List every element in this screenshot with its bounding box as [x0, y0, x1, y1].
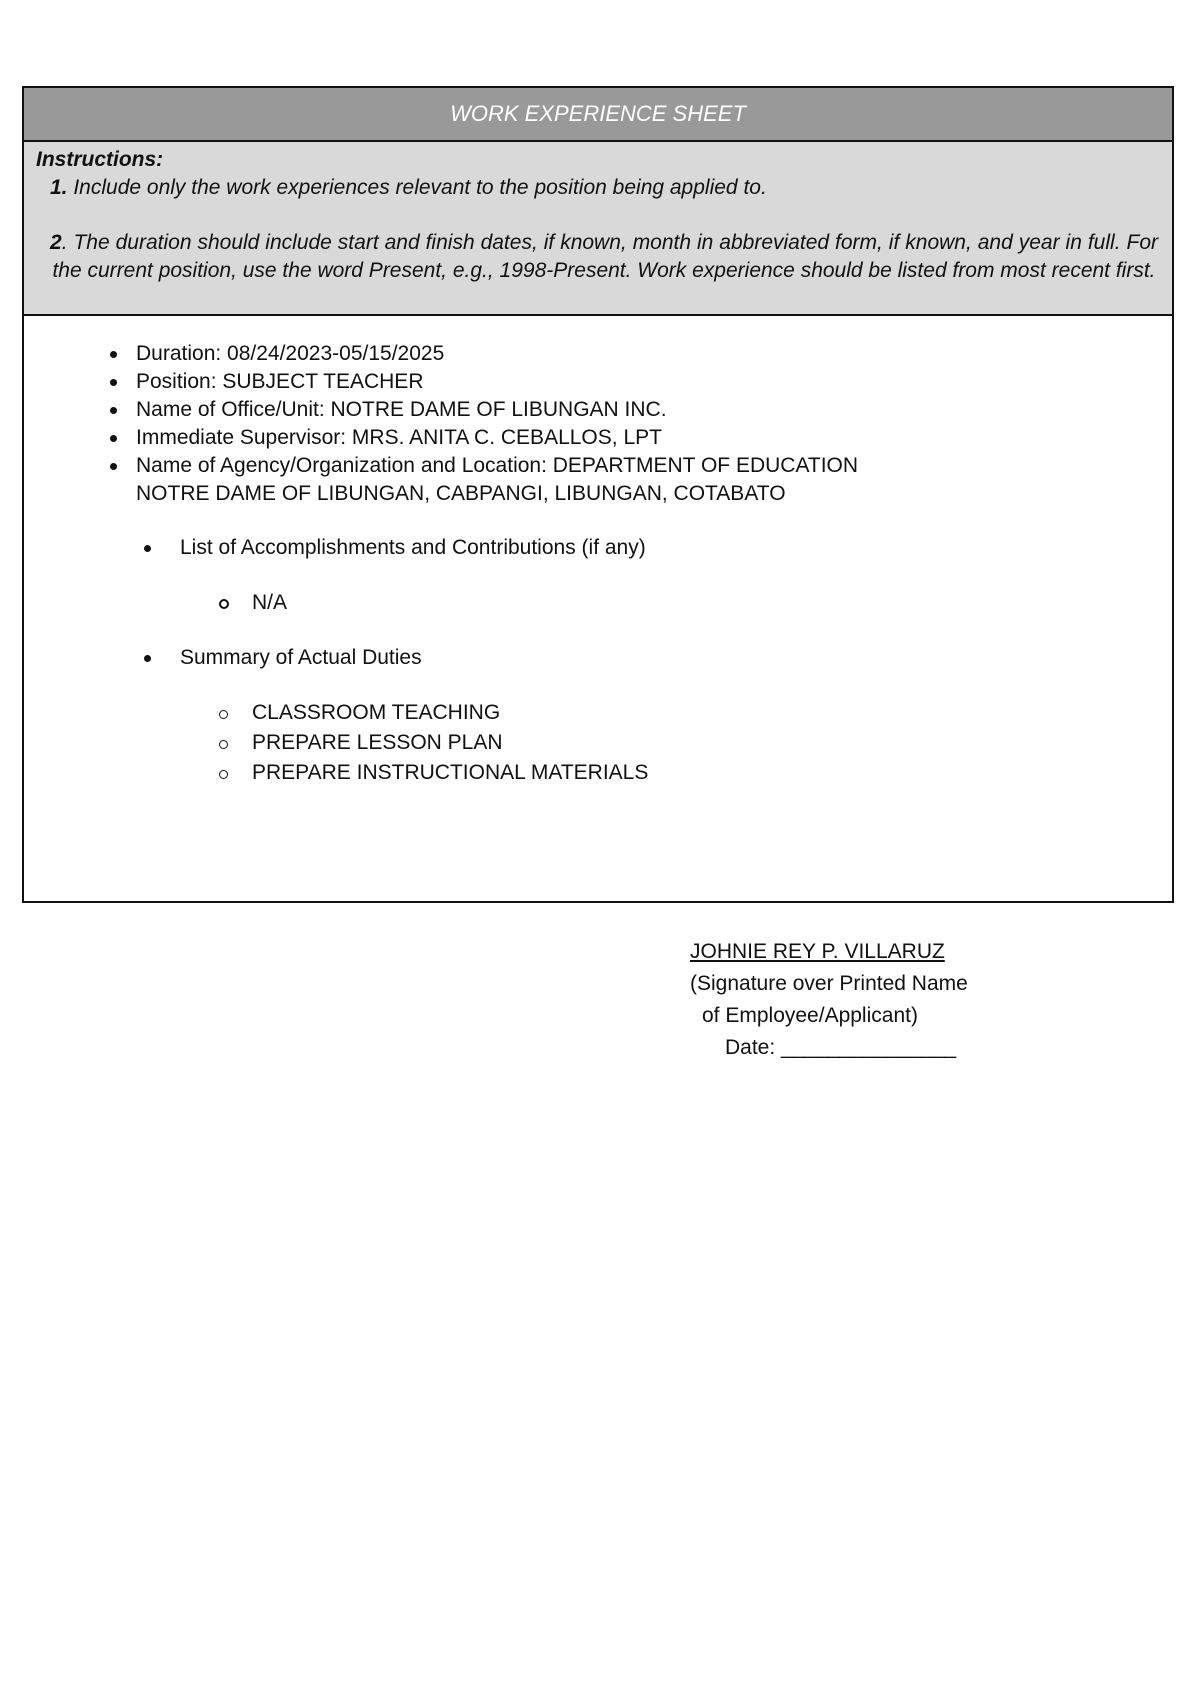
sheet-title-text: WORK EXPERIENCE SHEET: [450, 101, 746, 126]
signature-block: [690, 936, 968, 1064]
list-item-duty: [24, 728, 1172, 758]
accomplishments-heading-text: List of Accomplishments and Contributions (if any): [180, 536, 646, 559]
accomplishment-text: N/A: [252, 591, 288, 614]
signatory-name: JOHNIE REY P. VILLARUZ: [690, 940, 945, 963]
instruction-item-1: [50, 174, 1160, 202]
signature-caption-line1: (Signature over Printed Name: [690, 972, 968, 995]
sheet-title: [24, 88, 1172, 142]
duty-text: PREPARE INSTRUCTIONAL MATERIALS: [252, 761, 649, 784]
supervisor-text: Immediate Supervisor: MRS. ANITA C. CEBALLOS, LPT: [136, 426, 662, 449]
bullet-icon: [110, 435, 117, 442]
list-item-duty: [24, 698, 1172, 728]
circle-bullet-icon: [219, 740, 228, 749]
instructions-heading: Instructions:: [36, 148, 164, 171]
circle-bullet-icon: [219, 710, 228, 719]
list-item-position: [24, 368, 1172, 396]
duties-list: [24, 698, 1172, 788]
list-item-duty: [24, 758, 1172, 788]
list-item-agency: [24, 452, 1172, 508]
bullet-icon: [110, 407, 117, 414]
bullet-icon: [110, 351, 117, 358]
duties-heading: [24, 644, 1172, 672]
instruction-item-2-number: 2: [50, 231, 62, 254]
bullet-icon: [144, 655, 151, 662]
list-item-office: [24, 396, 1172, 424]
signature-caption-line2: of Employee/Applicant): [702, 1004, 918, 1027]
duty-text: PREPARE LESSON PLAN: [252, 731, 503, 754]
circle-bullet-icon: [219, 599, 229, 609]
experience-details: [24, 316, 1172, 901]
bullet-icon: [110, 379, 117, 386]
circle-bullet-icon: [219, 770, 228, 779]
list-item-accomplishment: [24, 588, 1172, 618]
agency-text-line2: NOTRE DAME OF LIBUNGAN, CABPANGI, LIBUNGAN, COTABATO: [136, 482, 786, 505]
duties-heading-text: Summary of Actual Duties: [180, 646, 422, 669]
position-text: Position: SUBJECT TEACHER: [136, 370, 424, 393]
agency-text-line1: Name of Agency/Organization and Location: DEPARTMENT OF EDUCATION: [136, 454, 859, 477]
date-line: Date: _______________: [725, 1036, 957, 1059]
instruction-item-2-text: . The duration should include start and finish dates, if known, month in abbreviated form, if known, and year in full. For the current position, use the word Present, e.g., 1998-Present. Work experience should be listed from most recent first.: [52, 231, 1158, 282]
instruction-item-2: [36, 229, 1160, 285]
list-item-duration: [24, 340, 1172, 368]
duty-text: CLASSROOM TEACHING: [252, 701, 501, 724]
list-item-supervisor: [24, 424, 1172, 452]
duration-text: Duration: 08/24/2023-05/15/2025: [136, 342, 445, 365]
office-text: Name of Office/Unit: NOTRE DAME OF LIBUNGAN INC.: [136, 398, 667, 421]
work-experience-sheet: [22, 86, 1174, 903]
accomplishments-list: [24, 588, 1172, 618]
bullet-icon: [144, 545, 151, 552]
instruction-item-1-number: 1.: [50, 176, 68, 199]
accomplishments-heading: [24, 534, 1172, 562]
instruction-item-1-text: Include only the work experiences relevant to the position being applied to.: [67, 176, 767, 199]
bullet-icon: [110, 463, 117, 470]
experience-detail-list: [24, 340, 1172, 508]
instructions-box: [24, 142, 1172, 316]
